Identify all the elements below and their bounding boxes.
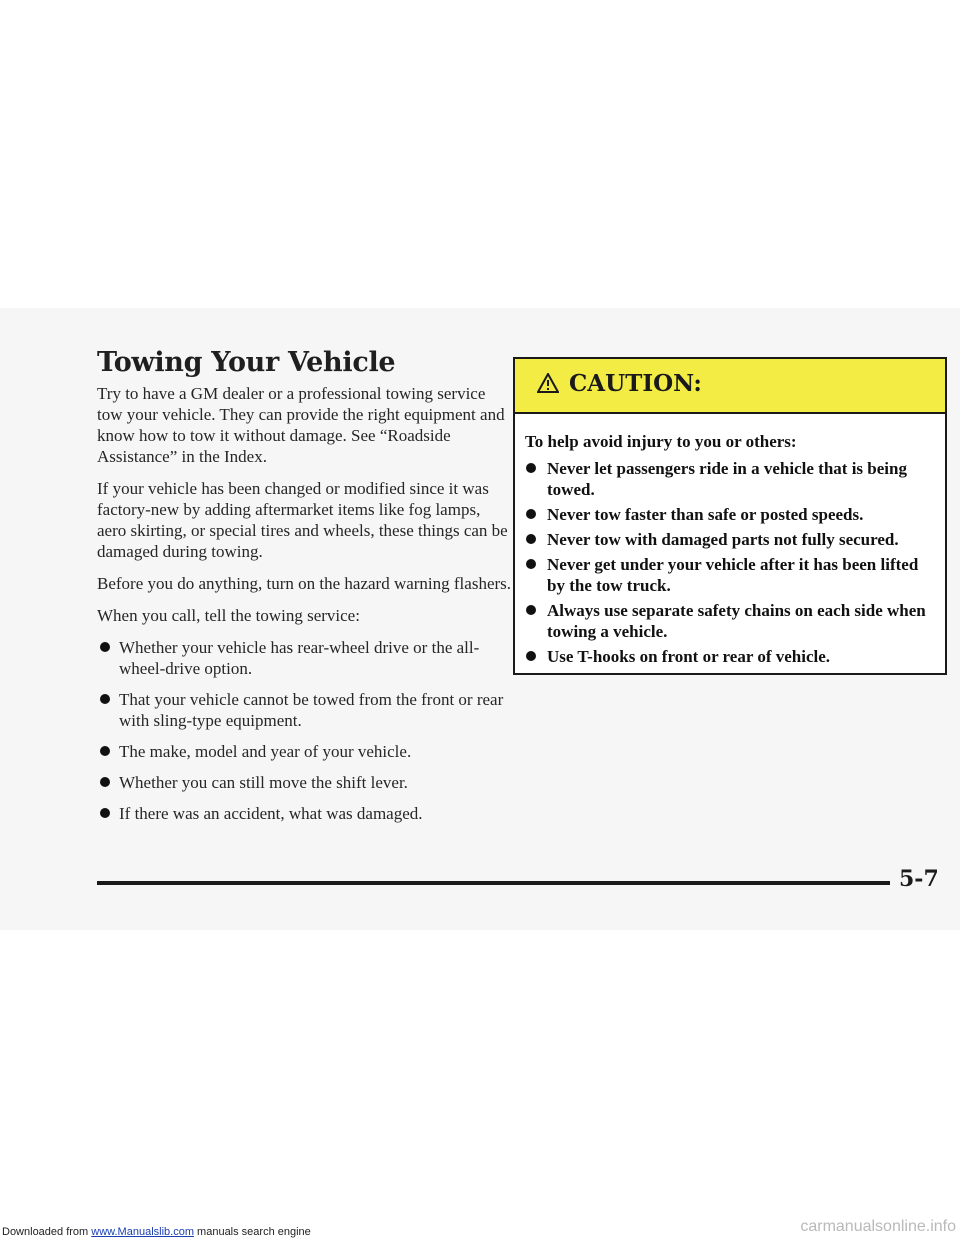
body-column (97, 383, 512, 834)
caution-item-text: Always use separate safety chains on each side when towing a vehicle. (547, 601, 926, 641)
caution-title: CAUTION: (569, 370, 702, 397)
bullet-icon (526, 534, 536, 544)
caution-item-text: Never tow faster than safe or posted speeds. (547, 505, 864, 524)
bullet-icon (100, 642, 110, 652)
caution-list (525, 458, 935, 667)
paragraph-dealer: Try to have a GM dealer or a professional towing service tow your vehicle. They can provide the right equipment and know how to tow it without damage. See “Roadside Assistance” in the Index. (97, 384, 505, 466)
caution-body (515, 414, 945, 667)
list-item-text: If there was an accident, what was damaged. (119, 804, 423, 823)
caution-item-text: Never tow with damaged parts not fully secured. (547, 530, 899, 549)
warning-triangle-icon (537, 373, 559, 393)
caution-header (515, 359, 945, 414)
list-item-text: Whether you can still move the shift lever. (119, 773, 408, 792)
list-item-text: Whether your vehicle has rear-wheel drive or the all-wheel-drive option. (119, 638, 480, 678)
list-item (97, 803, 512, 824)
page-number: 5-7 (899, 866, 939, 892)
caution-box (513, 357, 947, 675)
bullet-icon (100, 808, 110, 818)
paragraph-call: When you call, tell the towing service: (97, 606, 360, 625)
caution-item-text: Never let passengers ride in a vehicle that is being towed. (547, 459, 907, 499)
manualslib-link[interactable]: www.Manualslib.com (91, 1226, 194, 1238)
watermark: carmanualsonline.info (800, 1218, 956, 1235)
bullet-icon (526, 605, 536, 615)
caution-item-text: Use T-hooks on front or rear of vehicle. (547, 647, 831, 666)
bullet-icon (526, 559, 536, 569)
paragraph-modified: If your vehicle has been changed or modified since it was factory-new by adding aftermarket items like fog lamps, aero skirting, or special tires and wheels, these things can be damaged during towing. (97, 479, 508, 561)
list-item (97, 689, 512, 731)
caution-item (525, 504, 935, 525)
download-footer (2, 1226, 311, 1238)
list-item-text: The make, model and year of your vehicle. (119, 742, 412, 761)
list-item (97, 741, 512, 762)
caution-item (525, 554, 935, 596)
bullet-icon (100, 694, 110, 704)
footer-prefix: Downloaded from (2, 1226, 89, 1238)
caution-item (525, 600, 935, 642)
list-item (97, 772, 512, 793)
paragraph-hazard: Before you do anything, turn on the hazard warning flashers. (97, 574, 512, 593)
list-item-text: That your vehicle cannot be towed from the front or rear with sling-type equipment. (119, 690, 504, 730)
bullet-icon (526, 651, 536, 661)
caution-item (525, 646, 935, 667)
caution-item (525, 458, 935, 500)
caution-item-text: Never get under your vehicle after it has been lifted by the tow truck. (547, 555, 919, 595)
list-item (97, 637, 512, 679)
footer-suffix: manuals search engine (197, 1226, 311, 1238)
bullet-icon (100, 777, 110, 787)
bullet-icon (100, 746, 110, 756)
caution-item (525, 529, 935, 550)
page-title: Towing Your Vehicle (97, 347, 396, 378)
towing-info-list (97, 637, 512, 824)
footer-rule (97, 881, 890, 885)
bullet-icon (526, 463, 536, 473)
caution-intro: To help avoid injury to you or others: (525, 432, 797, 451)
bullet-icon (526, 509, 536, 519)
